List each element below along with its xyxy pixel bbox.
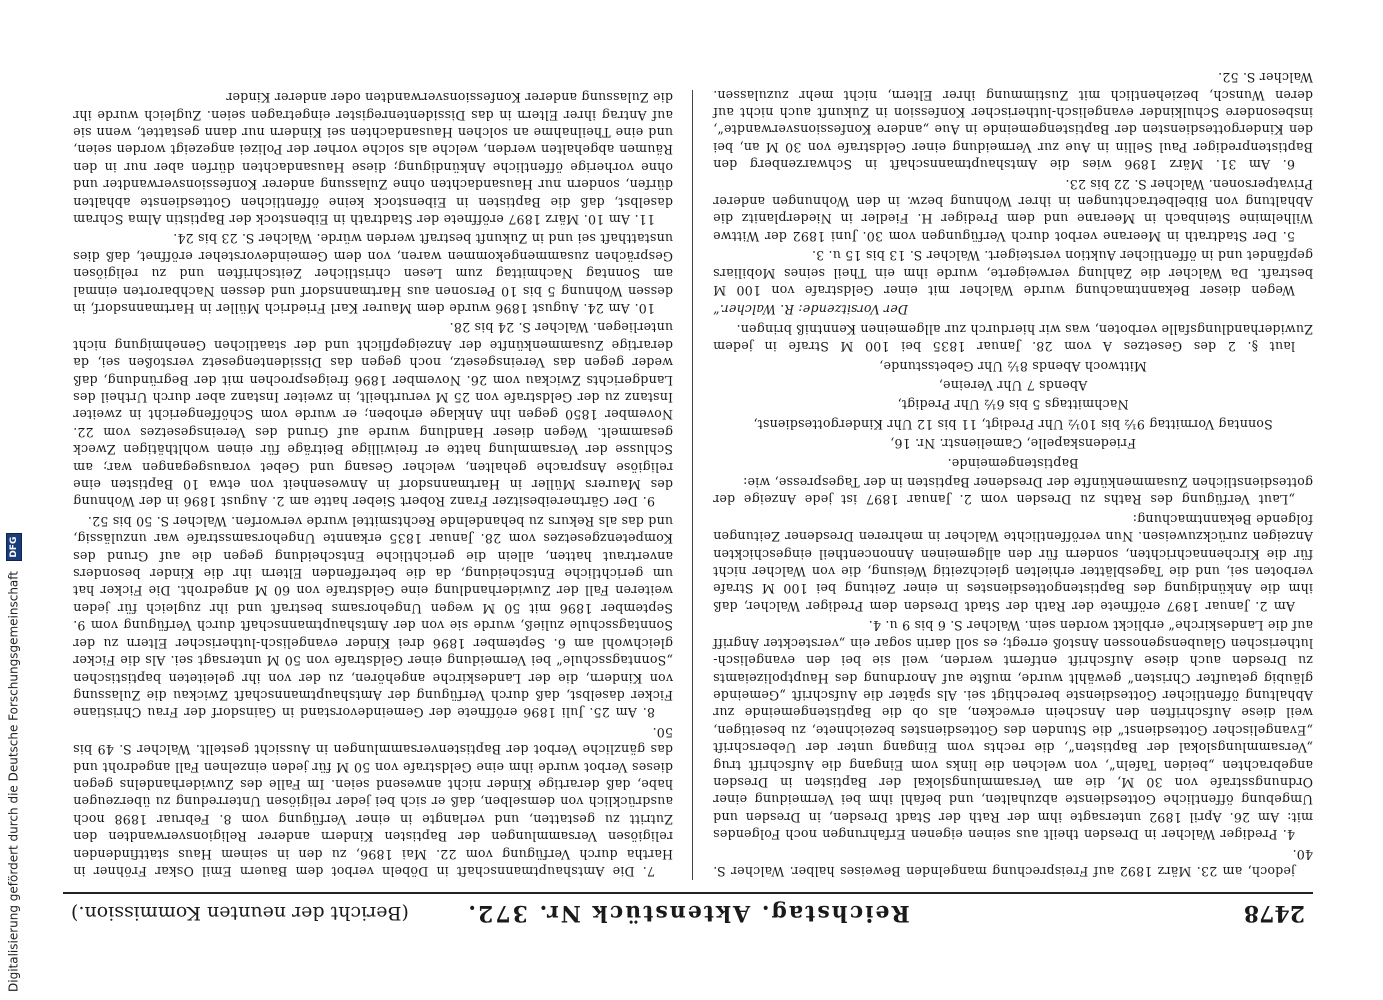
paragraph: 9. Der Gärtnereibesitzer Franz Robert Sieber hatte am 2. August 1896 in der Wohnung des Maurers Müller in Hartmannsdorf in Anwesenheit von etwa 10 Baptisten eine religiöse Ansprache gehalten, welcher Gesang und Gebet vorausgegangen war; am Schlusse der Versammlung hatte er freiwillige Beiträge für einen wohlthätigen Zweck gesammelt. Wegen dieser Handlung wurde auf Grund des Vereinsgesetzes vom 22. November 1850 gegen ihn Anklage erhoben; er wurde vom Schöffengericht in zweiter Instanz zu der Geldstrafe von 25 M verurtheilt, in zweiter Instanz aber durch Urtheil des Landgerichts Zwickau vom 26. November 1896 freigesprochen mit der Begründung, daß weder gegen das Vereinsgesetz, noch gegen das Dissidentengesetz verstoßen sei, da derartige Zusammenkünfte der Anzeigepflicht und der staatlichen Genehmigung nicht unterliegen. Walcher S. 24 bis 28. — [73, 320, 673, 510]
paragraph: Wegen dieser Bekanntmachung wurde Walcher mit einer Geldstrafe von 100 M bestraft. Da Walcher die Zahlung verweigerte, wurde ihm ein Theil seines Mobiliars gepfändet und in öffentlicher Auktion versteigert. Walcher S. 13 bis 15 u. 3. — [713, 248, 1313, 298]
section-note: (Bericht der neunten Kommission.) — [71, 902, 409, 924]
paragraph: „Laut Verfügung des Raths zu Dresden vom 2. Januar 1897 ist jede Anzeige der gottesdienstlichen Zusammenkünfte der Dresdener Baptisten in der Tagespresse, wie: — [713, 475, 1313, 508]
paragraph: 11. Am 10. März 1897 eröffnete der Stadtrath in Eibenstock der Baptistin Alma Schram daselbst, daß die Baptisten in Eibenstock keine öffentlichen Gottesdienste abhalten dürfen, sondern nur Hausandachten ohne Zulassung anderer Konfessionsverwandter und ohne vorherige öffentliche Ankündigung; diese Hausandachten dürfen aber nur in den Räumen abgehalten werden, welche als solche vorher der Polizei angezeigt worden seien, und eine Theilnahme an solchen Hausandachten sei Kindern nur dann gestattet, wenn sie auf Antrag ihrer Eltern in das Dissidentenregister eingetragen seien. Zugleich wurde ihr die Zulassung anderer Konfessionsverwandten oder anderer Kinder — [73, 90, 673, 227]
paragraph: 6. Am 31. März 1896 wies die Amtshauptmannschaft in Schwarzenberg den Baptistenprediger Paul Sellin in Aue zur Vermeidung einer Geldstrafe von 30 M an, bei den Kindergottesdiensten der Baptistengemeinde in Aue „andere Konfessionsverwandte“, insbesondere Schulkinder evangelisch-lutherischer Konfession in Zukunft auch nicht auf deren Wunsch, beziehentlich mit Zustimmung ihrer Eltern, nicht mehr zuzulassen. Walcher S. 52. — [713, 70, 1313, 173]
notice-line: Mittwoch Abends 8½ Uhr Gebetsstunde, — [879, 358, 1147, 374]
right-column — [73, 90, 673, 880]
paragraph: Am 2. Januar 1897 eröffnete der Rath der Stadt Dresden dem Prediger Walcher, daß ihm die Ankündigung des Baptistengottesdienstes in einer Zeitung bei 100 M Strafe verboten sei, und die Tagesblätter erhielten gleichzeitig Weisung, die von Walcher nicht für die Kirchennachrichten, sondern für den allgemeinen Annoncentheil eingeschickten Anzeigen zurückzuweisen. Nun veröffentlichte Walcher in mehreren Dresdener Zeitungen folgende Bekanntmachung: — [713, 511, 1313, 614]
funding-note-text: Digitalisierung gefördert durch die Deutsche Forschungsgemeinschaft — [6, 570, 21, 992]
column-divider — [692, 90, 693, 880]
page-title: Reichstag. Aktenstück Nr. 372. — [466, 900, 910, 926]
paragraph: jedoch, am 23. März 1892 auf Freisprechung mangelnden Beweises halber. Walcher S. 40. — [713, 846, 1313, 879]
notice-line: Friedenskapelle, Camelienstr. Nr. 16, — [890, 436, 1136, 452]
funding-strip — [0, 0, 40, 1000]
notice-line: Abends 7 Uhr Vereine, — [938, 378, 1088, 394]
paragraph: 8. Am 25. Juli 1896 eröffnete der Gemeindevorstand in Gainsdorf der Frau Christiane Ficker daselbst, daß durch Verfügung der Amtshauptmannschaft Zwickau die Zulassung von Kindern, die der Landeskirche angehören, zu der von ihr geleiteten baptistischen „Sonntagsschule“ bei Vermeidung einer Geldstrafe von 50 M untersagt sei. Als die Ficker gleichwohl am 6. September 1896 drei Kinder evangelisch-lutherischer Eltern zu der Sonntagsschule zuließ, wurde sie von der Amtshauptmannschaft durch Verfügung vom 9. September 1896 mit 50 M wegen Ungehorsams bestraft und ihr zugleich für jeden weiteren Fall der Zuwiderhandlung eine Geldstrafe von 60 M angedroht. Die Ficker hat um gerichtliche Entscheidung, da die betreffenden Eltern ihr die Kinder besonders anvertraut hatten, allein die gerichtliche Entscheidung gegen die auf Grund des Kompetenzgesetzes vom 28. Januar 1835 erkannte Ungehorsamsstrafe war unzulässig, und das als Rekurs zu behandelnde Rechtsmittel wurde verworfen. Walcher S. 50 bis 52. — [73, 513, 673, 721]
funding-note — [6, 533, 22, 992]
signature-line: Der Vorsitzende: R. Walcher.“ — [713, 302, 908, 318]
paragraph: 7. Die Amtshauptmannschaft in Döbeln verbot dem Bauern Emil Oskar Fröhner in Hartha durch Verfügung vom 22. Mai 1896, zu den in seinem Haus stattfindenden religiösen Versammlungen der Baptisten Kindern anderer Religionsverwandten den Zutritt zu gestatten, und verlangte in einer Verfügung vom 8. Februar 1898 noch ausdrücklich von demselben, daß er sich bei jeder religiösen Unterredung zu überzeugen habe, daß derartige Kinder nicht anwesend seien. Im Falle des Zuwiderhandelns gegen dieses Verbot wurde ihm eine Geldstrafe von 50 M für jeden einzelnen Fall angedroht und das gänzliche Verbot der Baptistenversammlungen in Aussicht gestellt. Walcher S. 49 bis 50. — [73, 724, 673, 879]
paragraph: laut §. 2 des Gesetzes A vom 28. Januar 1835 bei 100 M Strafe in jedem Zuwiderhandlungsfalle verboten, was wir hierdurch zur allgemeinen Kenntniß bringen. — [713, 321, 1313, 355]
paragraph: 4. Prediger Walcher in Dresden theilt aus seinen eigenen Erfahrungen noch Folgendes mit: Am 26. April 1892 untersagte ihm der Rath der Stadt Dresden, in Dresden und Umgebung öffentliche Gottesdienste abzuhalten, und befahl ihm bei Vermeidung einer Ordnungsstrafe von 30 M, die am Versammlungslokal der Baptisten in Dresden angebrachten „beiden Tafeln“, von welchen die links vom Eingang die Aufschrift trug „Versammlungslokal der Baptisten“, die rechts vom Eingang unter der Ueberschrift „Evangelischer Gottesdienst“ die Stunden des Gottesdienstes bezeichnete, zu beseitigen, weil diese Aufschriften den Anschein erwecken, als ob die Baptistengemeinde zur Abhaltung öffentlicher Gottesdienste berechtigt sei. Als später die Aufschrift „Gemeinde gläubig getaufter Christen“ gewählt wurde, mußte auf Anordnung des Hauptpolizeiamts zu Dresden auch diese Aufschrift entfernt werden, weil sie bei den evangelisch-lutherischen Glaubensgenossen Anstoß erregt; es soll darin sogar ein „versteckter Angriff auf die Landeskirche“ erblickt worden sein. Walcher S. 6 bis 9 u. 4. — [713, 618, 1313, 843]
paragraph: 10. Am 24. August 1896 wurde dem Maurer Karl Friedrich Müller in Hartmannsdorf, in dessen Wohnung 5 bis 10 Personen aus Hartmannsdorf und dessen Nachbarorten einmal am Sonntag Nachmittag zum Lesen christlicher Zeitschriften und zu religiösen Gesprächen zusammengekommen waren, von dem Gemeindevorsteher eröffnet, daß dies unstatthaft sei und in Zukunft bestraft werden würde. Walcher S. 23 bis 24. — [73, 231, 673, 316]
dfg-logo: DFG — [6, 533, 22, 561]
left-column — [713, 70, 1313, 880]
page-number: 2478 — [1243, 900, 1305, 926]
notice-line: Sonntag Vormittag 9½ bis 10½ Uhr Predigt, 11 bis 12 Uhr Kindergottesdienst, — [753, 416, 1273, 432]
notice-line: Nachmittags 5 bis 6½ Uhr Predigt, — [897, 397, 1129, 413]
notice-heading: Baptistengemeinde. — [947, 455, 1079, 471]
page-header — [63, 892, 1313, 930]
paragraph: 5. Der Stadtrath in Meerane verbot durch Verfügungen vom 30. Juni 1892 der Wittwe Wilhelmine Steinbach in Meerane und dem Prediger H. Fiedler in Niederplanitz die Abhaltung von Bibelbetrachtungen in ihrer Wohnung bezw. in den Wohnungen anderer Privatpersonen. Walcher S. 22 bis 23. — [713, 176, 1313, 244]
document-page — [63, 70, 1313, 930]
